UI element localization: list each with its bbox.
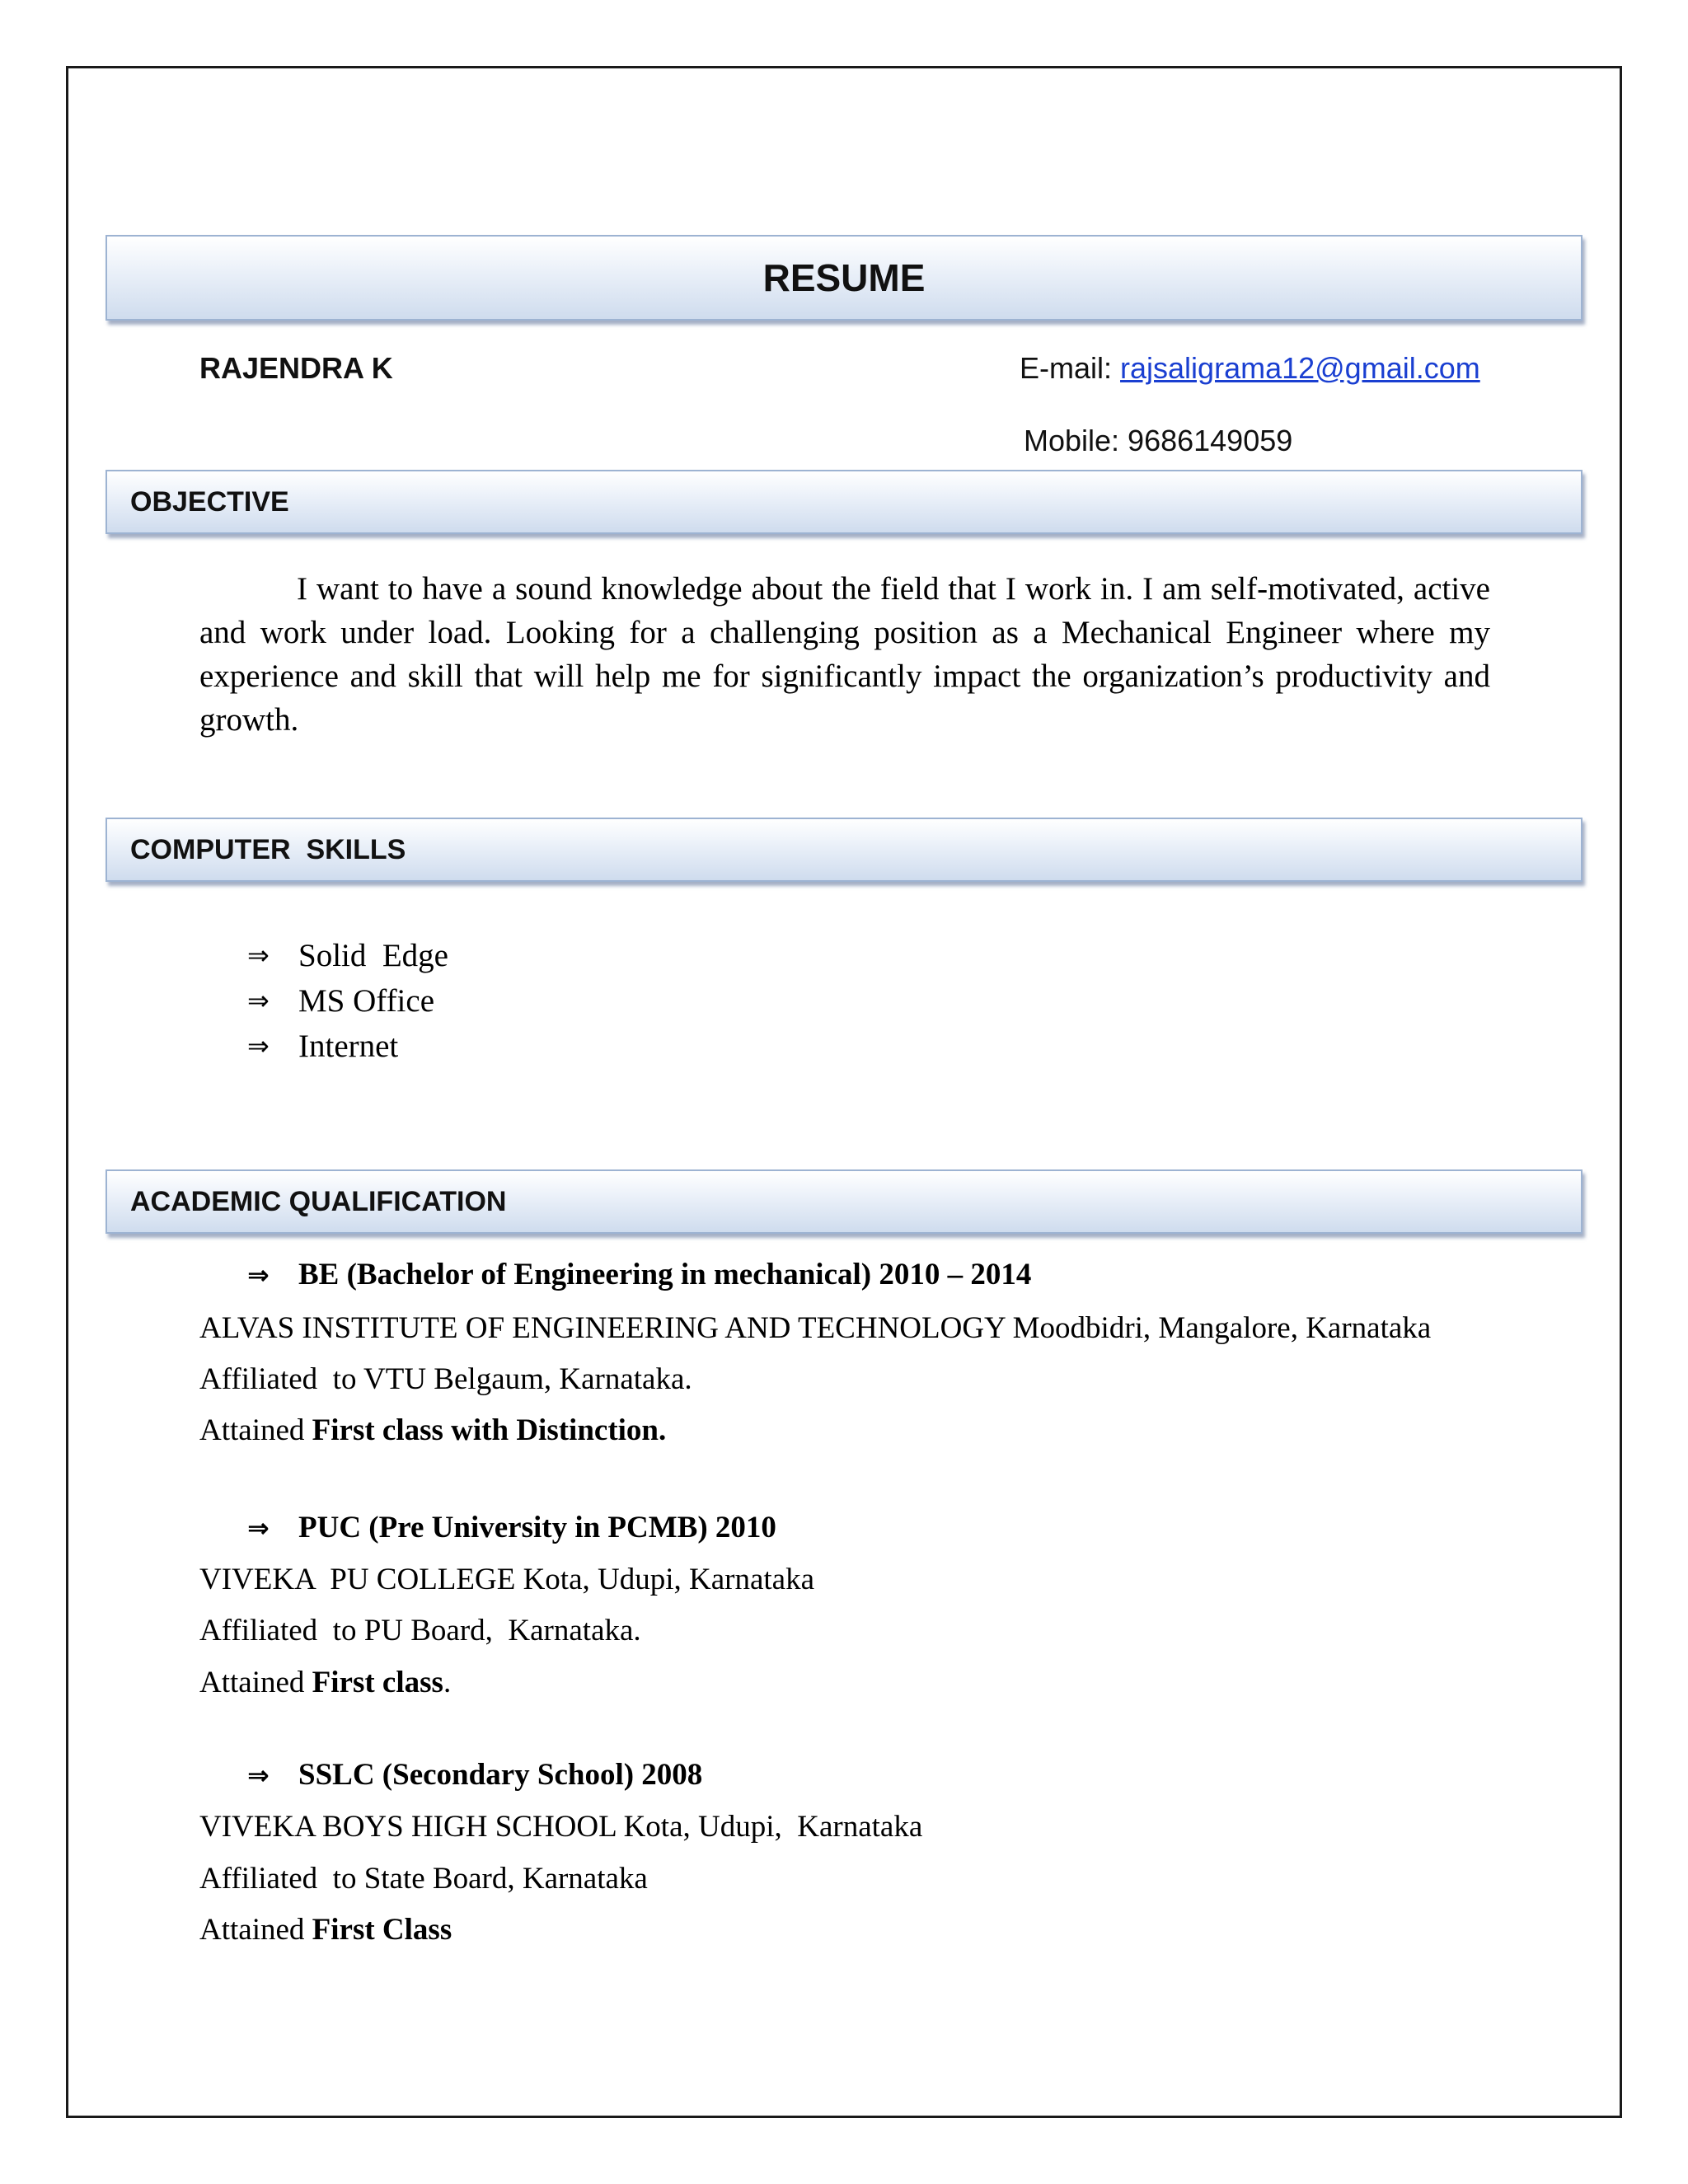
email-label: E-mail: xyxy=(1020,351,1113,385)
email-link[interactable]: rajsaligrama12@gmail.com xyxy=(1120,351,1480,385)
edu-result: First Class xyxy=(312,1913,452,1947)
list-item xyxy=(247,933,448,978)
list-item xyxy=(247,978,448,1024)
mobile-number: Mobile: 9686149059 xyxy=(1024,424,1293,457)
resume-title: RESUME xyxy=(762,256,926,299)
edu-title: PUC (Pre University in PCMB) 2010 xyxy=(298,1511,776,1544)
academic-banner xyxy=(106,1169,1582,1234)
arrow-icon: ⇒ xyxy=(247,940,270,971)
objective-heading: OBJECTIVE xyxy=(130,485,289,518)
computer-skills-banner xyxy=(106,818,1582,882)
edu-attained xyxy=(199,1413,666,1448)
arrow-icon: ⇒ xyxy=(247,1511,270,1544)
edu-title-puc xyxy=(247,1510,776,1545)
edu-title: SSLC (Secondary School) 2008 xyxy=(298,1758,703,1792)
edu-institute: ALVAS INSTITUTE OF ENGINEERING AND TECHNOLOGY Moodbidri, Mangalore, Karnataka xyxy=(199,1311,1432,1345)
arrow-icon: ⇒ xyxy=(247,1258,270,1291)
list-item xyxy=(247,1024,448,1069)
skill-label: MS Office xyxy=(298,983,435,1019)
edu-affiliation: Affiliated to State Board, Karnataka xyxy=(199,1862,648,1896)
edu-title-sslc xyxy=(247,1757,702,1793)
arrow-icon: ⇒ xyxy=(247,1030,270,1062)
result-suffix: . xyxy=(443,1666,452,1699)
academic-heading: ACADEMIC QUALIFICATION xyxy=(130,1185,507,1217)
arrow-icon: ⇒ xyxy=(247,1759,270,1791)
edu-affiliation: Affiliated to PU Board, Karnataka. xyxy=(199,1614,641,1647)
attained-label: Attained xyxy=(199,1666,312,1699)
attained-label: Attained xyxy=(199,1913,312,1947)
skill-list xyxy=(247,933,448,1069)
edu-attained xyxy=(199,1912,452,1947)
candidate-name: RAJENDRA K xyxy=(199,351,393,385)
resume-title-banner xyxy=(106,235,1582,321)
edu-title-be xyxy=(247,1257,1031,1292)
arrow-icon: ⇒ xyxy=(247,985,270,1016)
edu-institute: VIVEKA PU COLLEGE Kota, Udupi, Karnataka xyxy=(199,1563,815,1596)
edu-title: BE (Bachelor of Engineering in mechanical) 2010 – 2014 xyxy=(298,1258,1032,1291)
edu-result: First class with Distinction. xyxy=(312,1413,667,1447)
computer-skills-heading: COMPUTER SKILLS xyxy=(130,833,406,865)
edu-attained xyxy=(199,1665,451,1700)
attained-label: Attained xyxy=(199,1413,312,1447)
edu-result: First class xyxy=(312,1666,443,1699)
skill-label: Internet xyxy=(298,1029,399,1064)
objective-banner xyxy=(106,470,1582,534)
objective-text: I want to have a sound knowledge about the field that I work in. I am self-motivated, active and work under load. Looking for a challenging position as a Mechanical Engineer where my experience and skill that will help me for significantly impact the organization’s productivity and growth. xyxy=(199,571,1490,738)
email-line xyxy=(1020,351,1480,386)
edu-institute: VIVEKA BOYS HIGH SCHOOL Kota, Udupi, Karnataka xyxy=(199,1810,923,1844)
skill-label: Solid Edge xyxy=(298,938,448,973)
edu-affiliation: Affiliated to VTU Belgaum, Karnataka. xyxy=(199,1362,692,1396)
